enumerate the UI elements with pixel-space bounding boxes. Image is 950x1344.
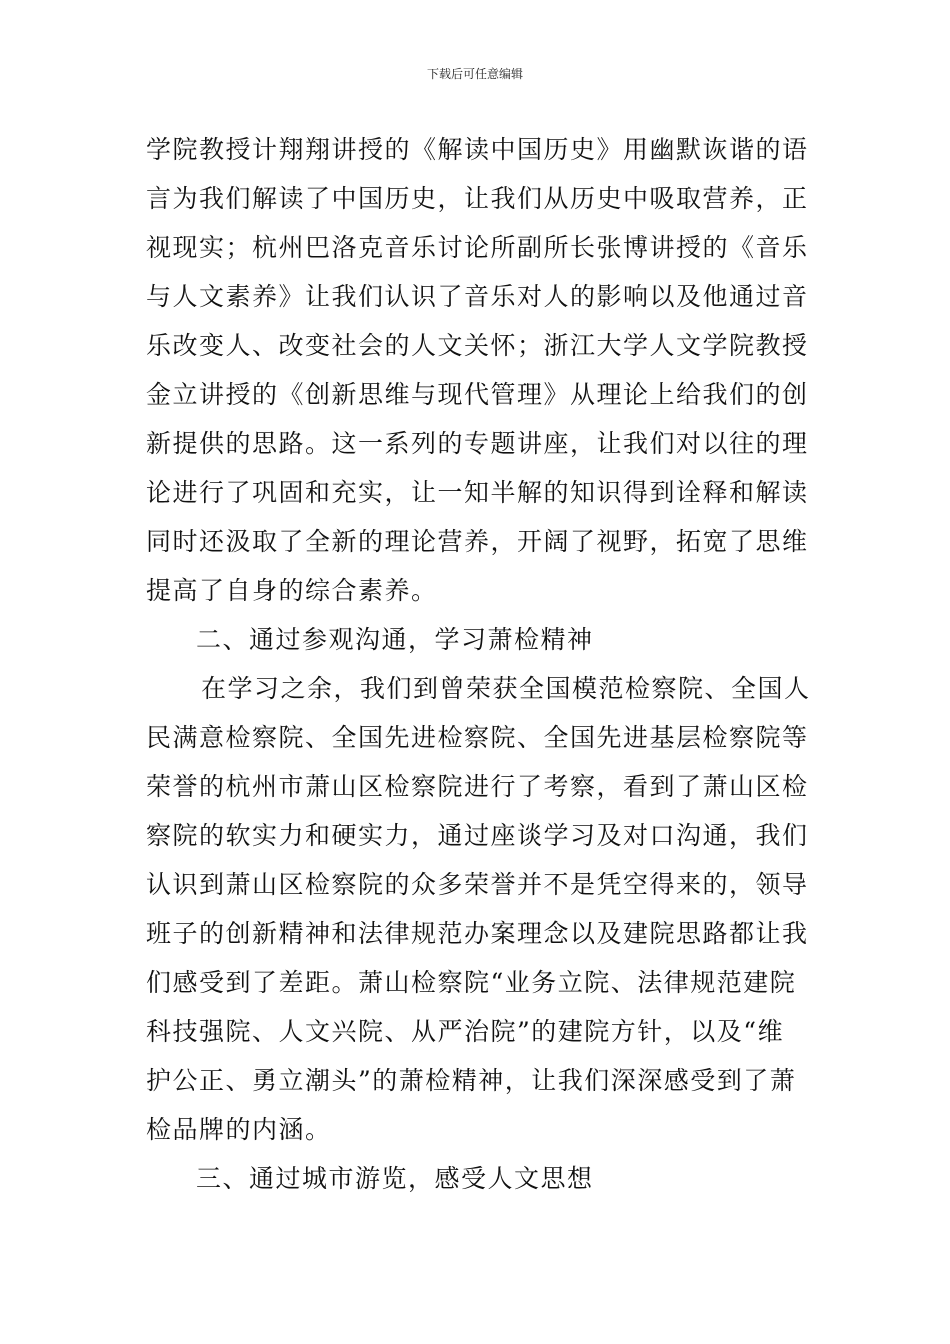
page-header: 下载后可任意编辑 xyxy=(426,67,523,81)
body-line: 护公正、勇立潮头”的萧检精神，让我们深深感受到了萧 xyxy=(146,1066,797,1095)
body-line: 班子的创新精神和法律规范办案理念以及建院思路都让我 xyxy=(146,919,809,948)
section-heading-3: 三、通过城市游览，感受人文思想 xyxy=(196,1164,594,1193)
body-line: 视现实；杭州巴洛克音乐讨论所副所长张博讲授的《音乐 xyxy=(146,233,809,262)
body-line: 新提供的思路。这一系列的专题讲座，让我们对以往的理 xyxy=(146,429,809,458)
body-line: 们感受到了差距。萧山检察院“业务立院、法律规范建院 xyxy=(146,968,797,997)
body-line: 言为我们解读了中国历史，让我们从历史中吸取营养，正 xyxy=(146,184,809,213)
body-line: 科技强院、人文兴院、从严治院”的建院方针，以及“维 xyxy=(146,1017,785,1046)
body-line: 与人文素养》让我们认识了音乐对人的影响以及他通过音 xyxy=(146,282,809,311)
body-line: 荣誉的杭州市萧山区检察院进行了考察，看到了萧山区检 xyxy=(146,772,809,801)
body-line: 认识到萧山区检察院的众多荣誉并不是凭空得来的，领导 xyxy=(146,870,809,899)
body-line: 民满意检察院、全国先进检察院、全国先进基层检察院等 xyxy=(146,723,809,752)
body-line: 论进行了巩固和充实，让一知半解的知识得到诠释和解读 xyxy=(146,478,809,507)
body-line: 在学习之余，我们到曾荣获全国模范检察院、全国人 xyxy=(201,674,811,703)
section-heading-2: 二、通过参观沟通，学习萧检精神 xyxy=(196,625,594,654)
body-line: 金立讲授的《创新思维与现代管理》从理论上给我们的创 xyxy=(146,380,809,409)
body-line: 乐改变人、改变社会的人文关怀；浙江大学人文学院教授 xyxy=(146,331,809,360)
body-line: 提高了自身的综合素养。 xyxy=(146,576,438,605)
body-line: 检品牌的内涵。 xyxy=(146,1115,332,1144)
body-line: 学院教授计翔翔讲授的《解读中国历史》用幽默诙谐的语 xyxy=(146,135,809,164)
body-line: 察院的软实力和硬实力，通过座谈学习及对口沟通，我们 xyxy=(146,821,809,850)
body-line: 同时还汲取了全新的理论营养，开阔了视野，拓宽了思维 xyxy=(146,527,809,556)
